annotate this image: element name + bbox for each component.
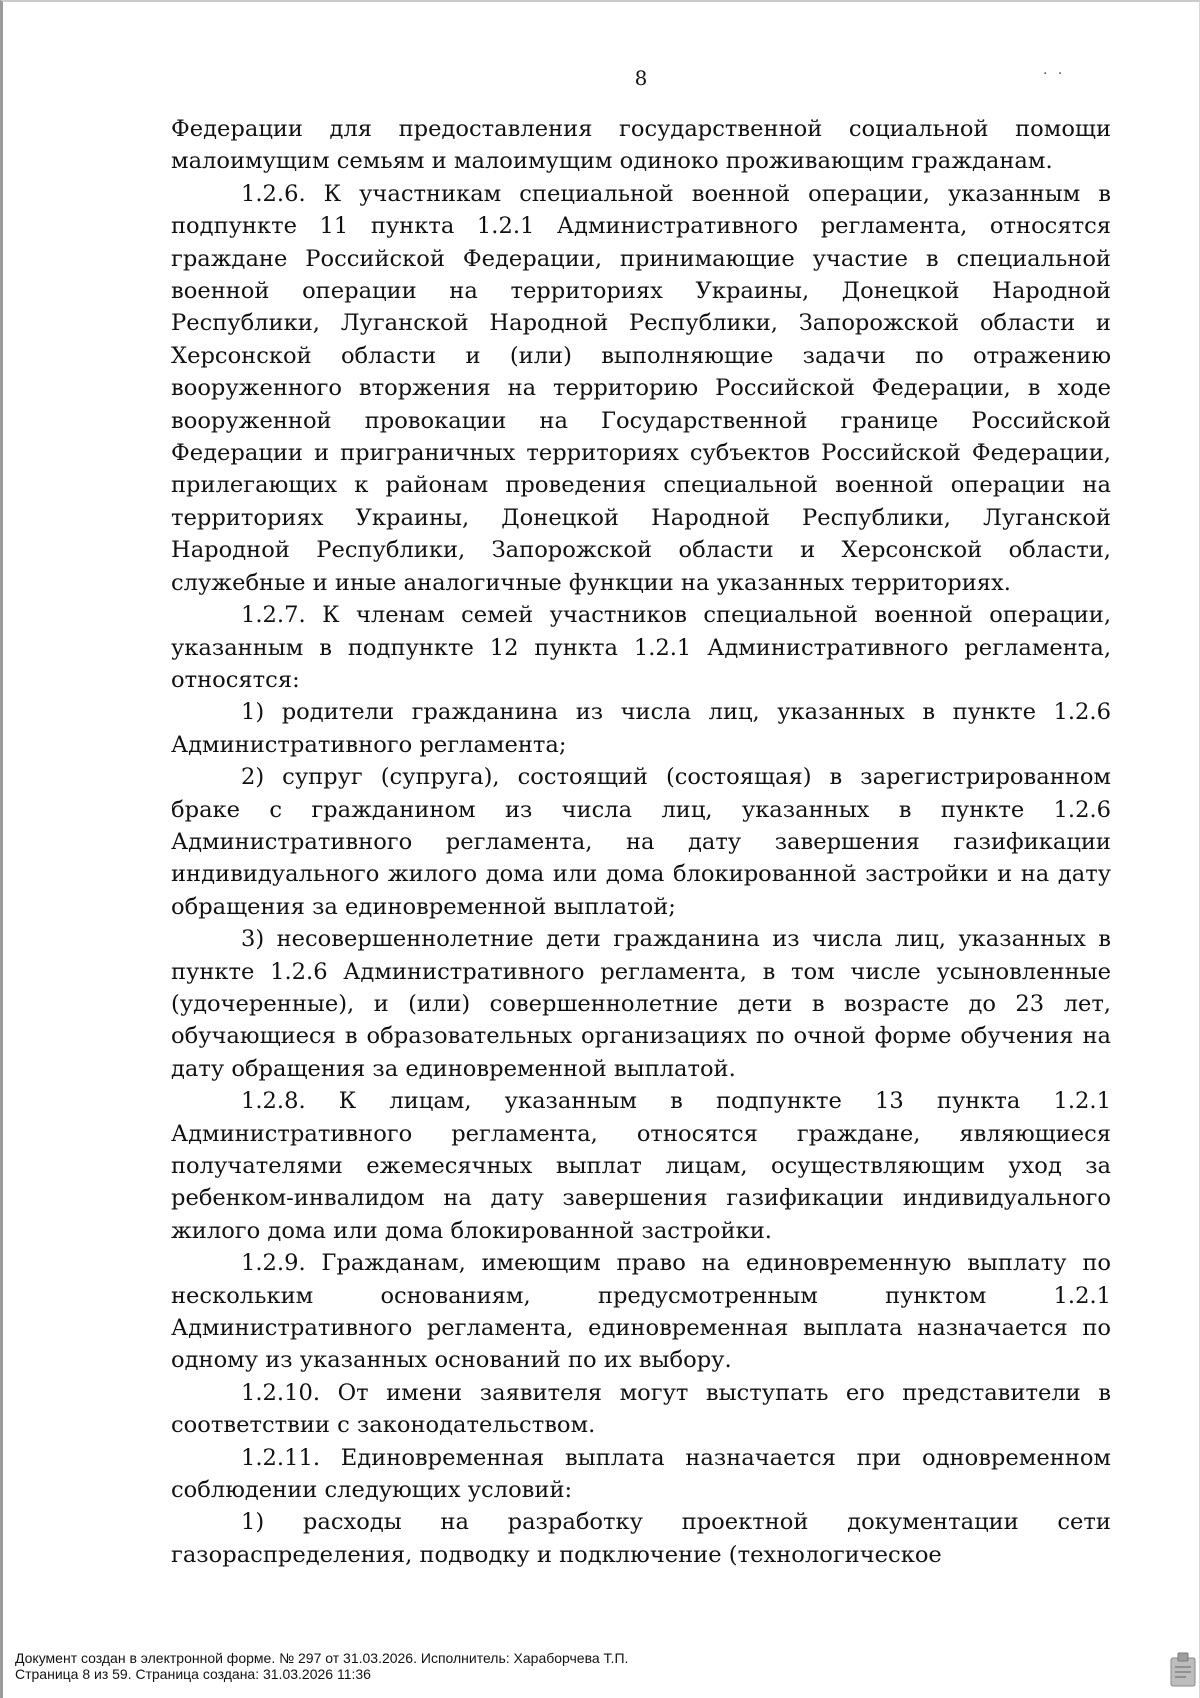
scan-artifact: · · (1043, 66, 1066, 82)
document-footer (15, 1650, 628, 1682)
paragraph-1-2-7: 1.2.7. К членам семей участников специальной военной операции, указанным в подпункте 12 пункта 1.2.1 Административного регламента, относятся: (171, 602, 1111, 693)
paragraph-1-2-8: 1.2.8. К лицам, указанным в подпункте 13 пункта 1.2.1 Административного регламента, относятся граждане, являющиеся получателями ежемесячных выплат лицам, осуществляющим уход за ребенком-инвалидом на дату завершения газификации индивидуального жилого дома или дома блокированной застройки. (171, 1088, 1111, 1244)
paragraph-1-2-11-item-1: 1) расходы на разработку проектной документации сети газораспределения, подводку и подключение (технологическое (171, 1509, 1111, 1568)
paragraph-1-2-9: 1.2.9. Гражданам, имеющим право на единовременную выплату по нескольким основаниям, предусмотренным пунктом 1.2.1 Административного регламента, единовременная выплата назначается по одному из указанных оснований по их выбору. (171, 1250, 1111, 1374)
paragraph-1-2-7-item-1: 1) родители гражданина из числа лиц, указанных в пункте 1.2.6 Административного регламента; (171, 699, 1111, 758)
paragraph-1-2-7-item-2: 2) супруг (супруга), состоящий (состоящая) в зарегистрированном браке с гражданином из числа лиц, указанных в пункте 1.2.6 Административного регламента, на дату завершения газификации индивидуального жилого дома или дома блокированной застройки и на дату обращения за единовременной выплатой; (171, 764, 1111, 920)
page-number: 8 (634, 66, 648, 90)
document-body (171, 113, 1111, 1571)
paragraph-continuation: Федерации для предоставления государственной социальной помощи малоимущим семьям и малоимущим одиноко проживающим гражданам. (171, 116, 1111, 175)
paragraph-1-2-10: 1.2.10. От имени заявителя могут выступать его представители в соответствии с законодательством. (171, 1379, 1111, 1439)
paragraph-1-2-7-item-3: 3) несовершеннолетние дети гражданина из числа лиц, указанных в пункте 1.2.6 Административного регламента, в том числе усыновленные (удочеренные), и (или) совершеннолетние дети в возрасте до 23 лет, обучающиеся в образовательных организациях по очной форме обучения на дату обращения за единовременной выплатой. (171, 926, 1111, 1082)
paragraph-1-2-11: 1.2.11. Единовременная выплата назначается при одновременном соблюдении следующих условий: (171, 1444, 1111, 1504)
footer-line-page-info: Страница 8 из 59. Страница создана: 31.03.2026 11:36 (15, 1666, 371, 1682)
document-stamp-icon (1169, 1652, 1197, 1688)
paragraph-1-2-6: 1.2.6. К участникам специальной военной операции, указанным в подпункте 11 пункта 1.2.1 Административного регламента, относятся граждане Российской Федерации, принимающие участие в специальной военной операции на территориях Украины, Донецкой Народной Республики, Луганской Народной Республики, Запорожской области и Херсонской области и (или) выполняющие задачи по отражению вооруженного вторжения на территорию Российской Федерации, в ходе вооруженной провокации на Государственной границе Российской Федерации и приграничных территориях субъектов Российской Федерации, прилегающих к районам проведения специальной военной операции на территориях Украины, Донецкой Народной Республики, Луганской Народной Республики, Запорожской области и Херсонской области, служебные и иные аналогичные функции на указанных территориях. (171, 180, 1111, 596)
footer-line-document-info: Документ создан в электронной форме. № 297 от 31.03.2026. Исполнитель: Хараборчева Т.П. (15, 1650, 629, 1666)
